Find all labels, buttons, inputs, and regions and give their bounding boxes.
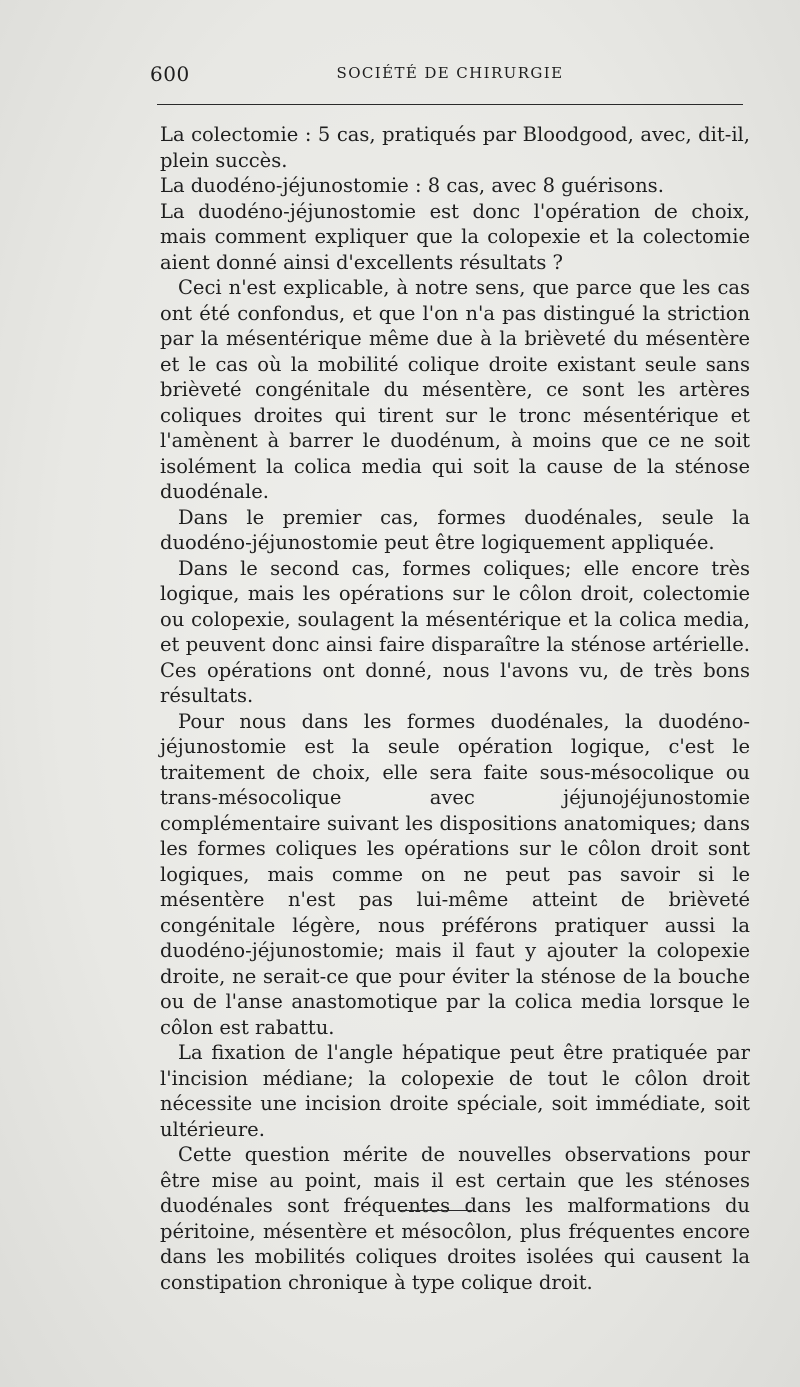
body-text [160,122,750,1295]
paragraph-operation-of-choice: La duodéno-jéjunostomie est donc l'opération de choix, mais comment expliquer que la colopexie et la colectomie aient donné ainsi d'excellents résultats ? [160,199,750,274]
paragraph-first-case: Dans le premier cas, formes duodénales, seule la duodéno-jéjunostomie peut être logiquement appliquée. [160,505,750,554]
page-number: 600 [150,62,190,86]
paragraph-colectomie: La colectomie : 5 cas, pratiqués par Bloodgood, avec, dit-il, plein succès. [160,123,750,172]
paragraph-conclusion: Cette question mérite de nouvelles observations pour être mise au point, mais il est certain que les sténoses duodénales sont fréquentes dans les malformations du péritoine, mésentère et mésocôlon, plus fréquentes encore dans les mobilités coliques droites isolées qui causent la constipation chronique à type colique droit. [160,1143,750,1294]
paragraph-duodeno-jejunostomie-cases: La duodéno-jéjunostomie : 8 cas, avec 8 guérisons. [160,174,664,197]
paragraph-explanation: Ceci n'est explicable, à notre sens, que parce que les cas ont été confondus, et que l'on n'a pas distingué la striction par la mésentérique même due à la brièveté du mésentère et le cas où la mobilité colique droite existant seule sans brièveté congénitale du mésentère, ce sont les artères coliques droites qui tirent sur le tronc mésentérique et l'amènent à barrer le duodénum, à moins que ce ne soit isolément la colica media qui soit la cause de la sténose duodénale. [160,276,750,503]
running-title: SOCIÉTÉ DE CHIRURGIE [336,64,564,82]
paragraph-hepatic-angle: La fixation de l'angle hépatique peut être pratiquée par l'incision médiane; la colopexie de tout le côlon droit nécessite une incision droite spéciale, soit immédiate, soit ultérieure. [160,1041,750,1141]
header-rule [157,104,743,105]
page-header [150,62,750,88]
paragraph-our-approach: Pour nous dans les formes duodénales, la duodéno-jéjunostomie est la seule opération logique, c'est le traitement de choix, elle sera faite sous-mésocolique ou trans-mésocolique avec jéjunojéjunostomie complémentaire suivant les dispositions anatomiques; dans les formes coliques les opérations sur le côlon droit sont logiques, mais comme on ne peut pas savoir si le mésentère n'est pas lui-même atteint de brièveté congénitale légère, nous préférons pratiquer aussi la duodéno-jéjunostomie; mais il faut y ajouter la colopexie droite, ne serait-ce que pour éviter la sténose de la bouche ou de l'anse anastomotique par la colica media lorsque le côlon est rabattu. [160,709,750,1039]
footer-rule [400,1210,472,1211]
paragraph-second-case: Dans le second cas, formes coliques; elle encore très logique, mais les opérations sur le côlon droit, colectomie ou colopexie, soulagent la mésentérique et la colica media, et peuvent donc ainsi faire disparaître la sténose artérielle. Ces opérations ont donné, nous l'avons vu, de très bons résultats. [160,556,750,707]
